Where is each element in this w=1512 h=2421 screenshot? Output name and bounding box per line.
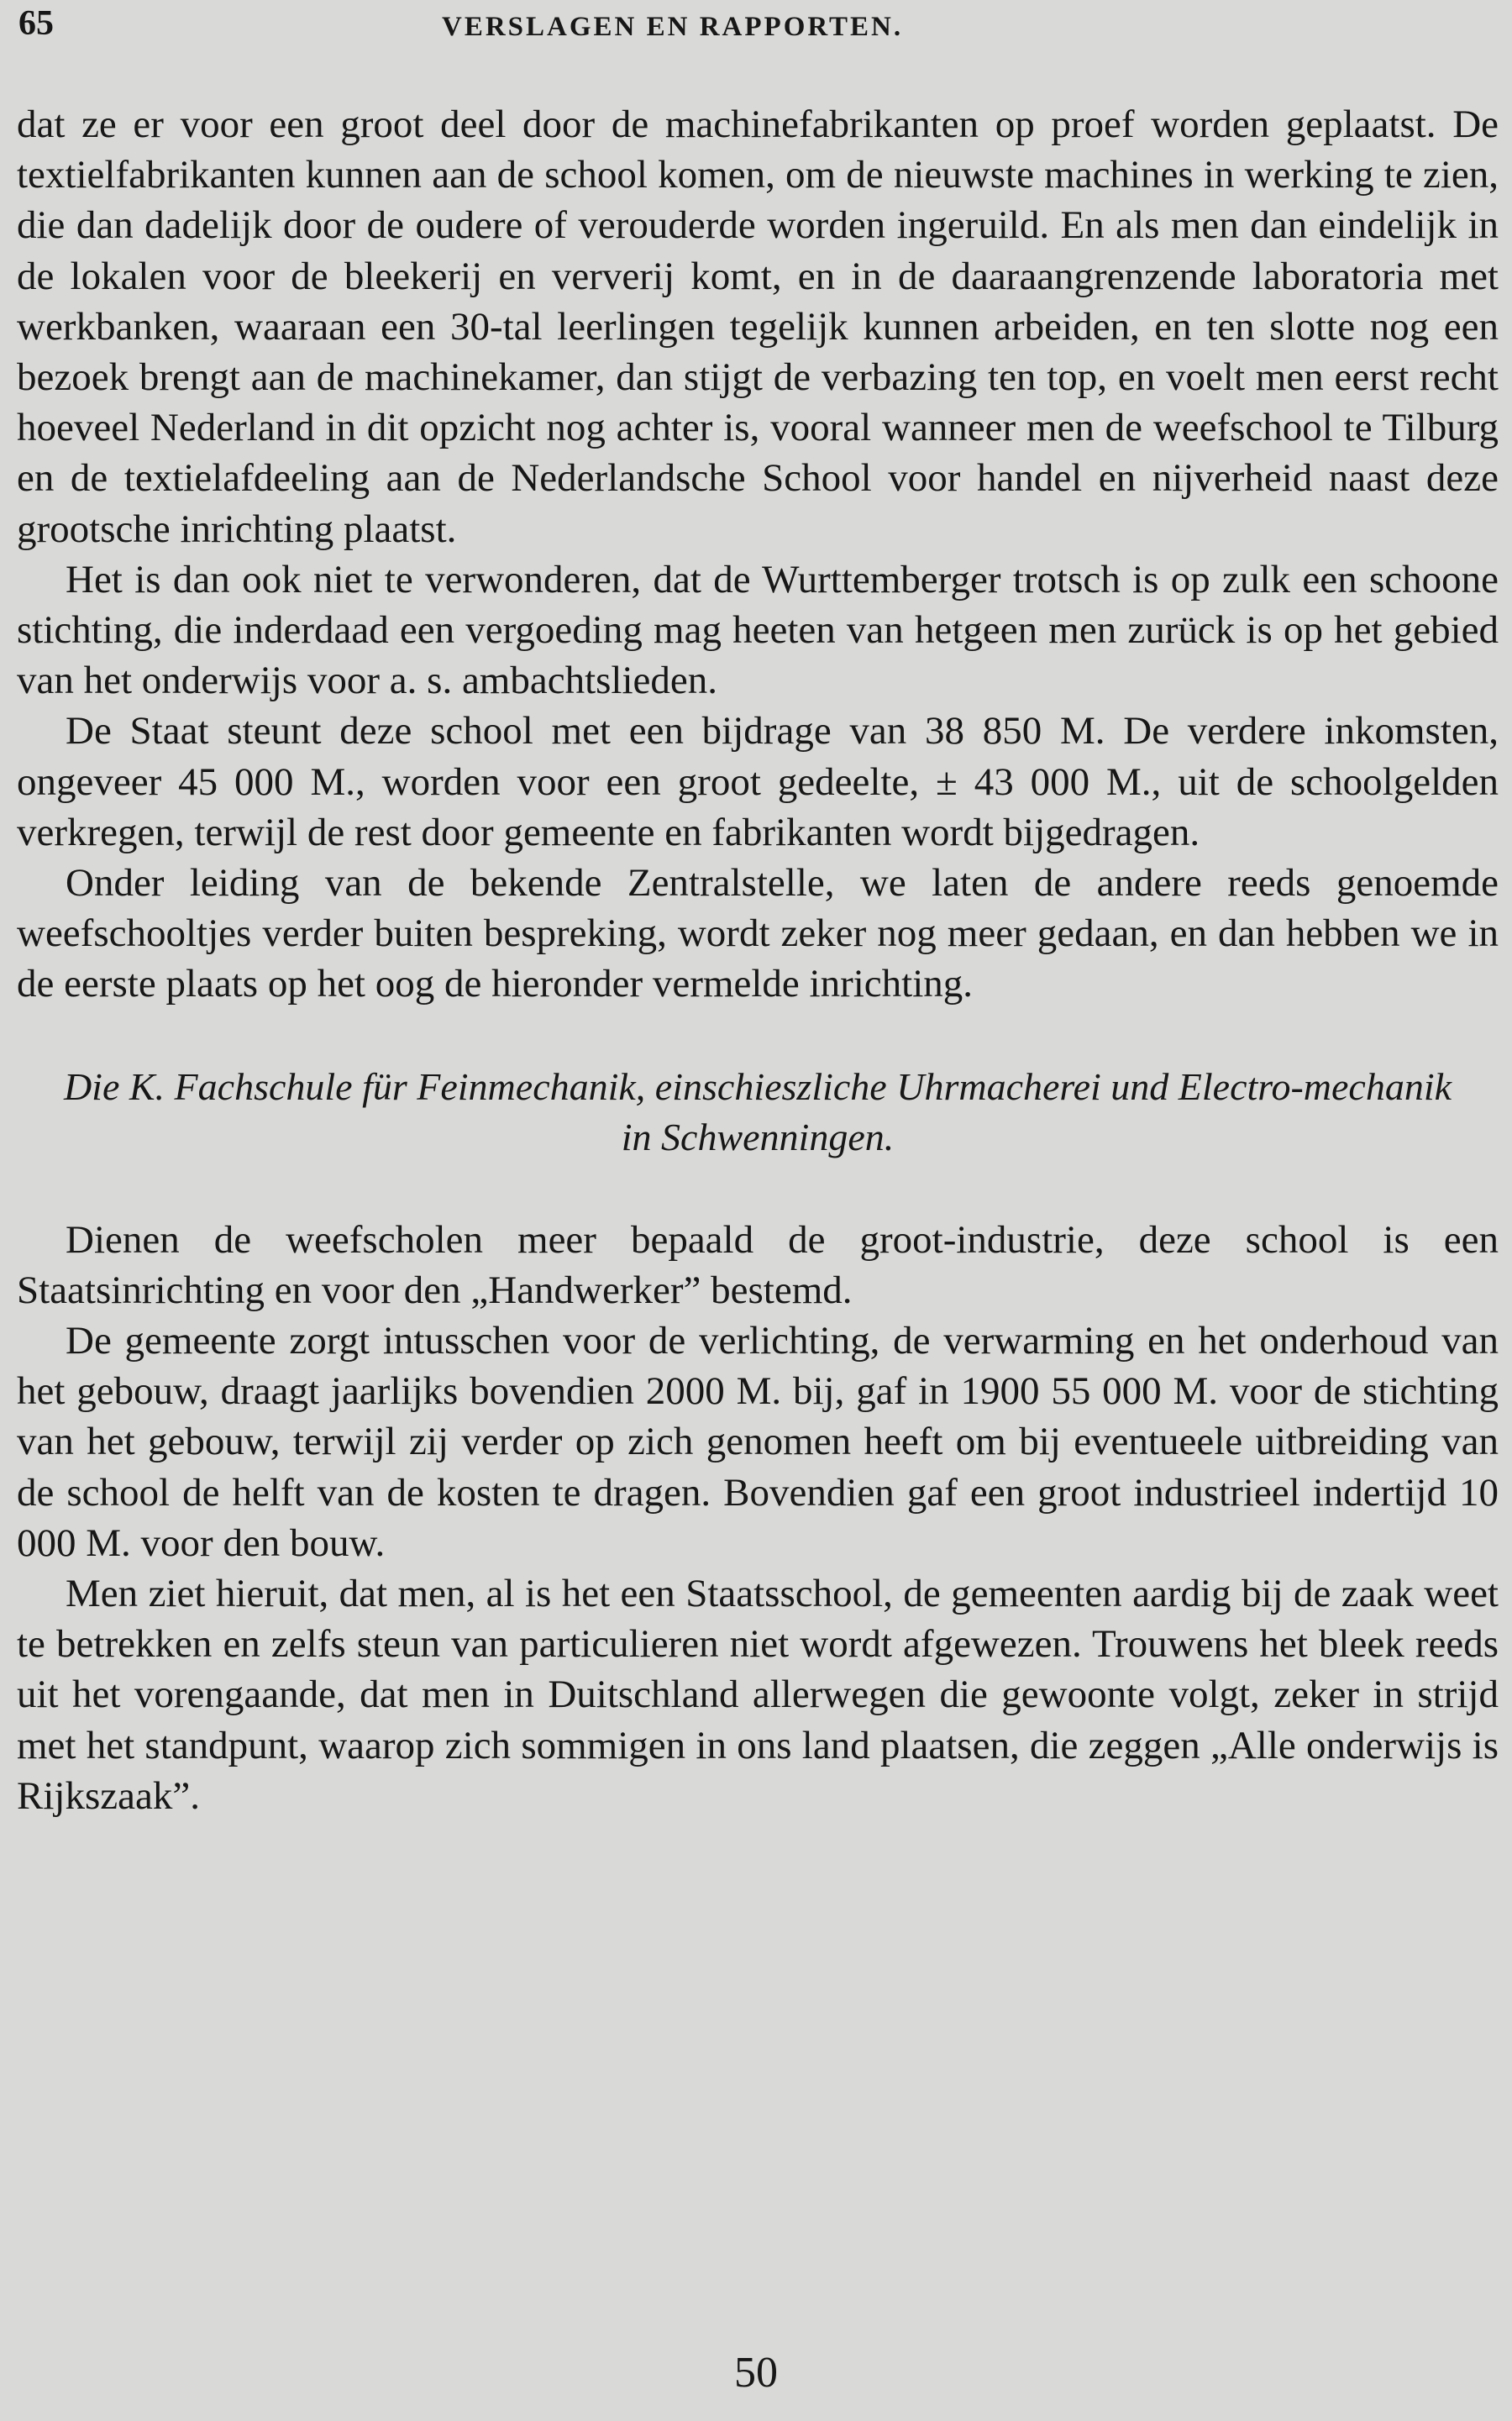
paragraph: Dienen de weefscholen meer bepaald de groot-industrie, deze school is een Staatsinrichting en voor den „Handwerker” bestemd. [17, 1217, 1499, 1312]
running-head: VERSLAGEN EN RAPPORTEN. [442, 12, 904, 42]
section-heading: Die K. Fachschule für Feinmechanik, einschieszliche Uhrmacherei und Electro-mechanik in Schwenningen. [63, 1064, 1452, 1158]
page-header [18, 3, 1494, 47]
paragraph: Het is dan ook niet te verwonderen, dat de Wurttemberger trotsch is op zulk een schoone stichting, die inderdaad een vergoeding mag heeten van hetgeen men zurück is op het gebied van het onderwijs voor a. s. ambachtslieden. [17, 557, 1499, 703]
paragraph: dat ze er voor een groot deel door de machinefabrikanten op proef worden geplaatst. De textielfabrikanten kunnen aan de school komen, om de nieuwste machines in werking te zien, die dan dadelijk door de oudere of verouderde worden ingeruild. En als men dan eindelijk in de lokalen voor de bleekerij en ververij komt, en in de daaraangrenzende laboratoria met werkbanken, waaraan een 30-tal leerlingen tegelijk kunnen arbeiden, en ten slotte nog een bezoek brengt aan de machinekamer, dan stijgt de verbazing ten top, en voelt men eerst recht hoeveel Nederland in dit opzicht nog achter is, vooral wanneer men de weefschool te Tilburg en de textielafdeeling aan de Nederlandsche School voor handel en nijverheid naast deze grootsche inrichting plaatst. [17, 102, 1499, 551]
paragraph: De gemeente zorgt intusschen voor de verlichting, de verwarming en het onderhoud van het gebouw, draagt jaarlijks bovendien 2000 M. bij, gaf in 1900 55 000 M. voor de stichting van het gebouw, terwijl zij verder op zich genomen heeft om bij eventueele uitbreiding van de school de helft van de kosten te dragen. Bovendien gaf een groot industrieel indertijd 10 000 M. voor den bouw. [17, 1319, 1499, 1565]
paragraph: Men ziet hieruit, dat men, al is het een Staatsschool, de gemeenten aardig bij de zaak weet te betrekken en zelfs steun van particulieren niet wordt afgewezen. Trouwens het bleek reeds uit het vorengaande, dat men in Duitschland allerwegen die gewoonte volgt, zeker in strijd met het standpunt, waarop zich sommigen in ons land plaatsen, die zeggen „Alle onderwijs is Rijkszaak”. [17, 1572, 1499, 1818]
body-text [17, 99, 1499, 1821]
paragraph: De Staat steunt deze school met een bijdrage van 38 850 M. De verdere inkomsten, ongeveer 45 000 M., worden voor een groot gedeelte, ± 43 000 M., uit de schoolgelden verkregen, terwijl de rest door gemeente en fabrikanten wordt bijgedragen. [17, 709, 1499, 854]
page-number: 65 [18, 4, 54, 43]
page-folio: 50 [734, 2349, 778, 2397]
paragraph: Onder leiding van de bekende Zentralstelle, we laten de andere reeds genoemde weefschooltjes verder buiten bespreking, wordt zeker nog meer gedaan, en dan hebben we in de eerste plaats op het oog de hieronder vermelde inrichting. [17, 861, 1499, 1006]
